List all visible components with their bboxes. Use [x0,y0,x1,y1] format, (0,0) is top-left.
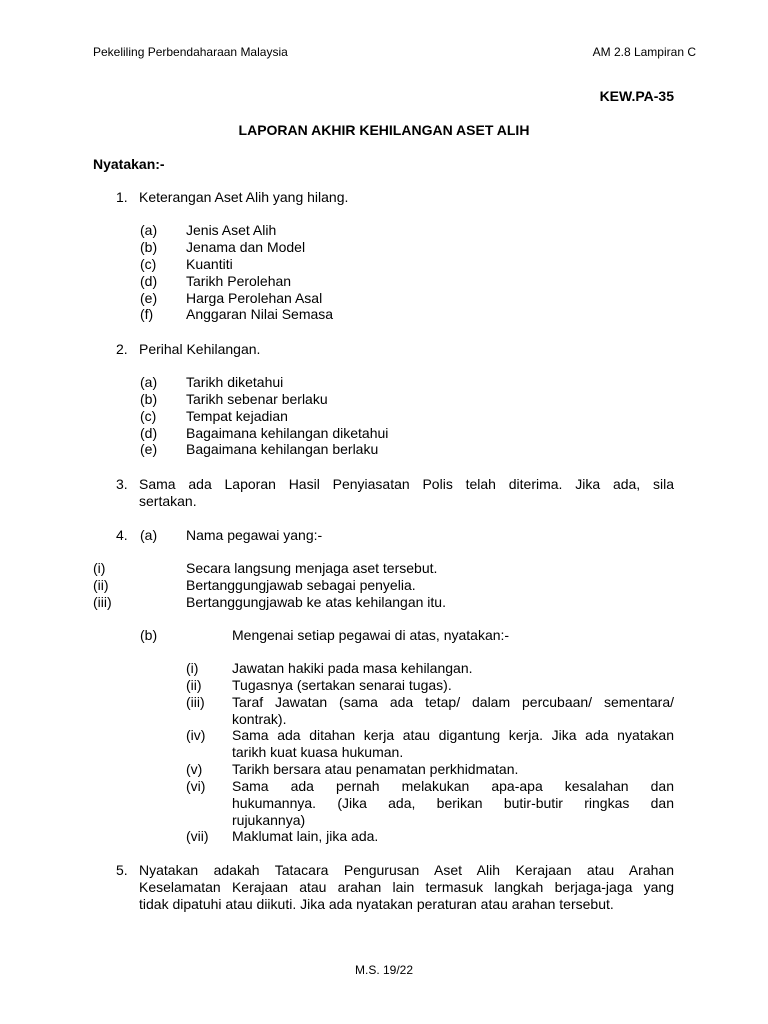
section-heading: Perihal Kehilangan. [139,341,261,357]
list-item-text: Tarikh Perolehan [186,273,292,289]
list-item-label: (c) [140,256,157,272]
list-item-label: (e) [140,290,158,306]
list-item-label: (iv) [186,727,206,743]
paragraph-line: Sama ada Laporan Hasil Penyiasatan Polis telah diterima. Jika ada, sila [139,476,674,492]
list-item-text: kontrak). [232,711,287,727]
list-item-label: (ii) [186,677,202,693]
list-item-text: Tarikh diketahui [186,374,284,390]
list-item-label: (vi) [186,778,206,794]
list-item-text: Sama ada ditahan kerja atau digantung kerja. Jika ada nyatakan [232,727,674,743]
header-right: AM 2.8 Lampiran C [592,45,696,59]
section-heading: Keterangan Aset Alih yang hilang. [139,189,349,205]
paragraph-line: tidak dipatuhi atau diikuti. Jika ada nyatakan peraturan atau arahan tersebut. [139,896,614,912]
list-item-text: Anggaran Nilai Semasa [186,306,334,322]
list-item-text: Jenis Aset Alih [186,222,277,238]
list-item-label: (f) [140,306,154,322]
list-item-label: (b) [140,391,158,407]
list-item-label: (e) [140,441,158,457]
subsection-label: (b) [140,627,158,643]
section-number: 2. [116,341,128,357]
list-item-label: (iii) [186,694,205,710]
paragraph-line: sertakan. [139,493,197,509]
list-item-label: (vii) [186,828,209,844]
list-item-text: hukumannya. (Jika ada, berikan butir-butir ringkas dan [232,795,674,811]
list-item-label: (ii) [93,577,109,593]
form-code: KEW.PA-35 [599,88,674,104]
intro-label: Nyatakan:- [93,156,165,172]
list-item-text: Maklumat lain, jika ada. [232,828,379,844]
section-number: 3. [116,476,128,492]
list-item-label: (i) [93,560,106,576]
list-item-text: Bagaimana kehilangan diketahui [186,425,389,441]
paragraph-line: Nyatakan adakah Tatacara Pengurusan Aset Alih Kerajaan atau Arahan [139,862,674,878]
list-item-label: (d) [140,273,158,289]
list-item-text: Harga Perolehan Asal [186,290,323,306]
paragraph-line: Keselamatan Kerajaan atau arahan lain termasuk langkah berjaga-jaga yang [139,879,674,895]
list-item-label: (a) [140,222,158,238]
list-item-label: (a) [140,374,158,390]
list-item-text: Bertanggungjawab ke atas kehilangan itu. [186,594,446,610]
list-item-text: Jenama dan Model [186,239,306,255]
page-number: M.S. 19/22 [354,963,414,977]
list-item-text: Kuantiti [186,256,233,272]
list-item-text: rujukannya) [232,812,306,828]
list-item-label: (b) [140,239,158,255]
list-item-text: Sama ada pernah melakukan apa-apa kesalahan dan [232,778,674,794]
section-number: 5. [116,862,128,878]
list-item-text: Bagaimana kehilangan berlaku [186,441,379,457]
list-item-label: (d) [140,425,158,441]
section-number: 1. [116,189,128,205]
list-item-text: Jawatan hakiki pada masa kehilangan. [232,660,473,676]
list-item-text: Secara langsung menjaga aset tersebut. [186,560,438,576]
list-item-text: Tempat kejadian [186,408,288,424]
list-item-text: tarikh kuat kuasa hukuman. [232,744,404,760]
page-title: LAPORAN AKHIR KEHILANGAN ASET ALIH [238,122,530,138]
list-item-text: Tarikh sebenar berlaku [186,391,328,407]
list-item-label: (c) [140,408,157,424]
list-item-text: Taraf Jawatan (sama ada tetap/ dalam percubaan/ sementara/ [232,694,674,710]
subsection-label: (a) [140,527,158,543]
subsection-heading: Mengenai setiap pegawai di atas, nyatakan:- [232,627,510,643]
header-left: Pekeliling Perbendaharaan Malaysia [93,45,288,59]
subsection-heading: Nama pegawai yang:- [186,527,323,543]
list-item-text: Tugasnya (sertakan senarai tugas). [232,677,452,693]
list-item-text: Tarikh bersara atau penamatan perkhidmatan. [232,761,519,777]
list-item-label: (v) [186,761,203,777]
list-item-text: Bertanggungjawab sebagai penyelia. [186,577,416,593]
section-number: 4. [116,527,128,543]
list-item-label: (i) [186,660,199,676]
list-item-label: (iii) [93,594,112,610]
